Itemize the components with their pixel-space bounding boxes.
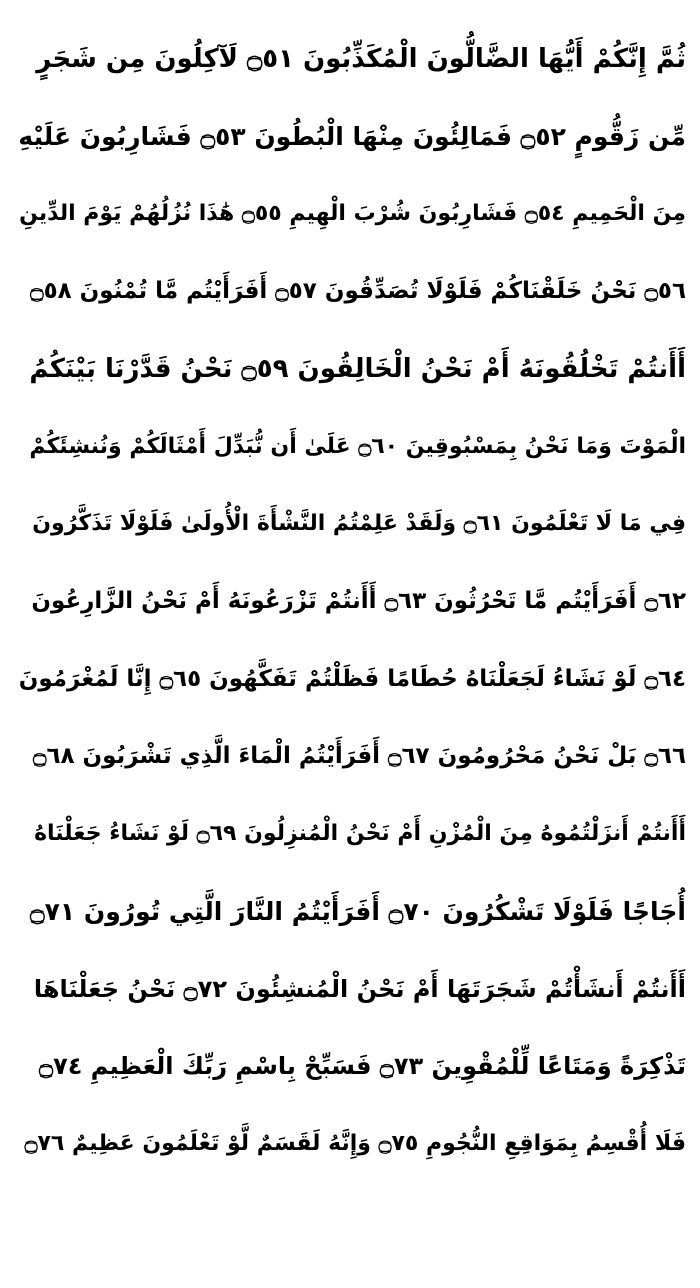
text-line-10: ۝٦٦ بَلْ نَحْنُ مَحْرُومُونَ ۝٦٧ أَفَرَأَيْتُمُ الْمَاءَ الَّذِي تَشْرَبُونَ ۝٦٨ xyxy=(32,743,686,770)
text-line-2: مِّن زَقُّومٍ ۝٥٢ فَمَالِئُونَ مِنْهَا الْبُطُونَ ۝٥٣ فَشَارِبُونَ عَلَيْهِ xyxy=(18,121,686,151)
text-line-4: ۝٥٦ نَحْنُ خَلَقْنَاكُمْ فَلَوْلَا تُصَدِّقُونَ ۝٥٧ أَفَرَأَيْتُم مَّا تُمْنُونَ ۝٥٨ xyxy=(30,278,686,305)
text-line-7: فِي مَا لَا تَعْلَمُونَ ۝٦١ وَلَقَدْ عَلِمْتُمُ النَّشْأَةَ الْأُولَىٰ فَلَوْلَا تَذَكَّرُونَ xyxy=(32,511,686,537)
text-line-5: أَأَنتُمْ تَخْلُقُونَهُ أَمْ نَحْنُ الْخَالِقُونَ ۝٥٩ نَحْنُ قَدَّرْنَا بَيْنَكُمُ xyxy=(29,353,686,384)
text-line-15: فَلَا أُقْسِمُ بِمَوَاقِعِ النُّجُومِ ۝٧٥ وَإِنَّهُ لَقَسَمٌ لَّوْ تَعْلَمُونَ عَظِيمٌ ۝٧٦ xyxy=(24,1131,686,1157)
text-line-14: تَذْكِرَةً وَمَتَاعًا لِّلْمُقْوِينَ ۝٧٣ فَسَبِّحْ بِاسْمِ رَبِّكَ الْعَظِيمِ ۝٧٤ xyxy=(39,1052,686,1081)
text-line-6: الْمَوْتَ وَمَا نَحْنُ بِمَسْبُوقِينَ ۝٦٠ عَلَىٰ أَن نُّبَدِّلَ أَمْثَالَكُمْ وَنُنشِئَكُمْ xyxy=(29,433,686,459)
text-line-11: أَأَنتُمْ أَنزَلْتُمُوهُ مِنَ الْمُزْنِ أَمْ نَحْنُ الْمُنزِلُونَ ۝٦٩ لَوْ نَشَاءُ جَعَلْنَاهُ xyxy=(34,821,686,847)
text-line-8: ۝٦٢ أَفَرَأَيْتُم مَّا تَحْرُثُونَ ۝٦٣ أَأَنتُمْ تَزْرَعُونَهُ أَمْ نَحْنُ الزَّارِعُونَ xyxy=(31,588,686,615)
text-line-3: مِنَ الْحَمِيمِ ۝٥٤ فَشَارِبُونَ شُرْبَ الْهِيمِ ۝٥٥ هَٰذَا نُزُلُهُمْ يَوْمَ الدِّينِ xyxy=(19,201,686,227)
text-line-13: أَأَنتُمْ أَنشَأْتُمْ شَجَرَتَهَا أَمْ نَحْنُ الْمُنشِئُونَ ۝٧٢ نَحْنُ جَعَلْنَاهَا xyxy=(33,974,686,1003)
text-line-12: أُجَاجًا فَلَوْلَا تَشْكُرُونَ ۝٧٠ أَفَرَأَيْتُمُ النَّارَ الَّتِي تُورُونَ ۝٧١ xyxy=(29,896,686,926)
text-line-9: ۝٦٤ لَوْ نَشَاءُ لَجَعَلْنَاهُ حُطَامًا فَظَلْتُمْ تَفَكَّهُونَ ۝٦٥ إِنَّا لَمُغْرَمُونَ xyxy=(18,665,686,692)
text-line-1: ثُمَّ إِنَّكُمْ أَيُّهَا الضَّالُّونَ الْمُكَذِّبُونَ ۝٥١ لَآكِلُونَ مِن شَجَرٍ xyxy=(36,43,686,74)
